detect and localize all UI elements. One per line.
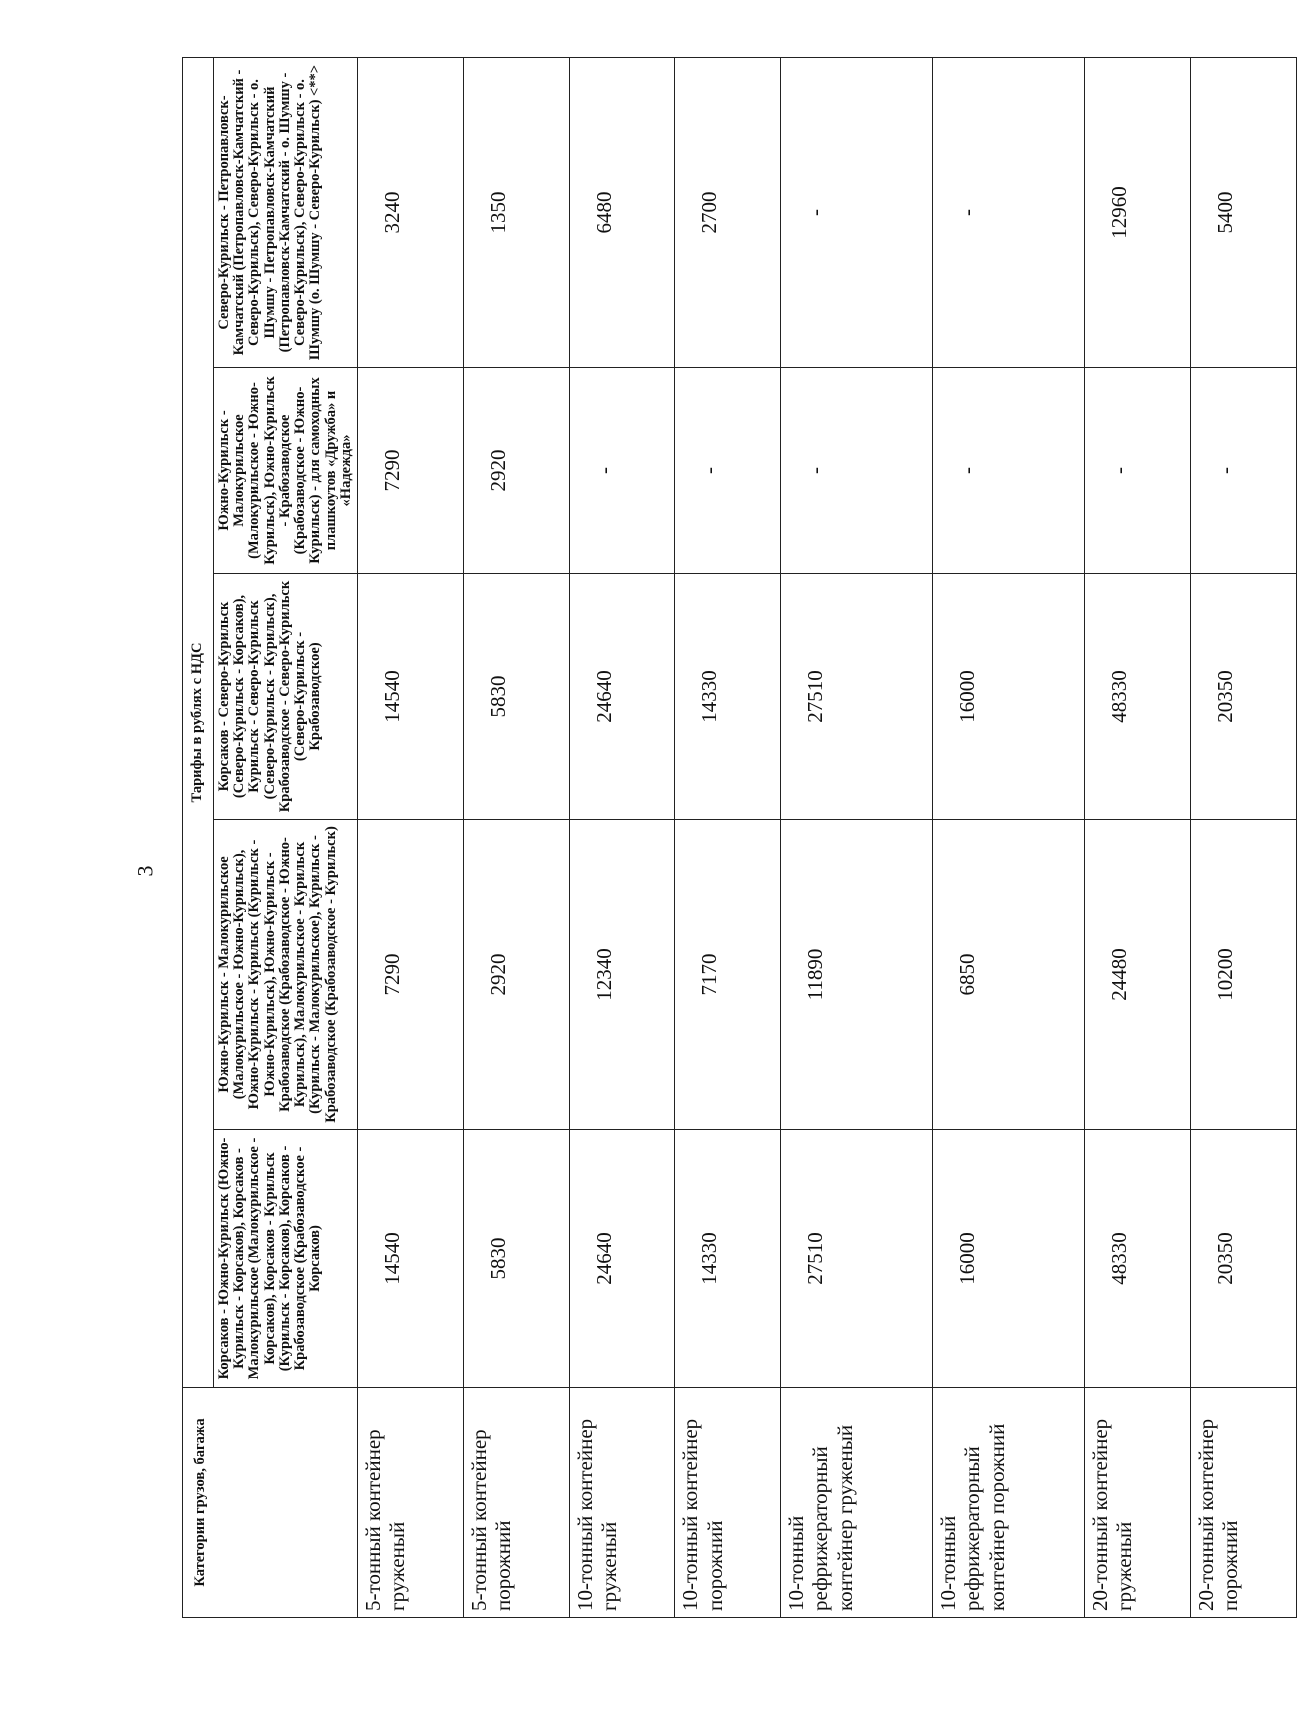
header-row-2 (214, 58, 358, 1618)
route-header: Южно-Курильск - Малокурильское (Малокурильское - Южно-Курильск), Южно-Курильск - Курильск (Курильск - Южно-Курильск), Южно-Курильск - Крабозаводское (Крабозаводское - Южно-Курильск), Малокурильское - Курильск (Курильск - Малокурильское), Курильск - Крабозаводское (Крабозаводское - Курильск) (214, 820, 358, 1130)
tariff-value-cell: 48330 (1085, 1130, 1191, 1388)
table-row (1085, 58, 1191, 1618)
tariff-value-cell: 14540 (357, 1130, 463, 1388)
table-row (781, 58, 933, 1618)
header-row-1 (183, 58, 214, 1618)
tariff-value-cell: - (1085, 368, 1191, 574)
route-header: Корсаков - Южно-Курильск (Южно-Курильск - Корсаков), Корсаков - Малокурильское (Малокурильское - Корсаков), Корсаков - Курильск (Курильск - Корсаков), Корсаков - Крабозаводское (Крабозаводское - Корсаков) (214, 1130, 358, 1388)
tariff-value-cell: 12960 (1085, 58, 1191, 368)
tariff-value-cell: - (1191, 368, 1297, 574)
tariff-value-cell: 6850 (933, 820, 1085, 1130)
tariff-value-cell: 20350 (1191, 574, 1297, 820)
category-header: Категории грузов, багажа (183, 1388, 358, 1618)
tariff-value-cell: 24640 (569, 1130, 675, 1388)
rotated-table-wrapper (182, 58, 1297, 1618)
tariff-value-cell: 11890 (781, 820, 933, 1130)
cargo-category-cell: 10-тонный рефрижераторный контейнер порожний (933, 1388, 1085, 1618)
tariff-value-cell: 7290 (357, 368, 463, 574)
cargo-category-cell: 10-тонный контейнер порожний (675, 1388, 781, 1618)
table-row (933, 58, 1085, 1618)
tariff-value-cell: 27510 (781, 574, 933, 820)
tariff-value-cell: 14330 (675, 1130, 781, 1388)
route-header: Южно-Курильск - Малокурильское (Малокурильское - Южно-Курильск), Южно-Курильск - Крабозаводское (Крабозаводское - Южно-Курильск) - для самоходных плашкоутов «Дружба» и «Надежда» (214, 368, 358, 574)
tariff-value-cell: 24480 (1085, 820, 1191, 1130)
table-row (1191, 58, 1297, 1618)
tariff-value-cell: - (781, 368, 933, 574)
tariff-value-cell: 5400 (1191, 58, 1297, 368)
tariff-value-cell: 2700 (675, 58, 781, 368)
tariff-value-cell: 16000 (933, 574, 1085, 820)
tariff-value-cell: 24640 (569, 574, 675, 820)
table-row (675, 58, 781, 1618)
tariff-value-cell: 20350 (1191, 1130, 1297, 1388)
cargo-category-cell: 20-тонный контейнер груженый (1085, 1388, 1191, 1618)
tariff-value-cell: 1350 (463, 58, 569, 368)
tariff-value-cell: 48330 (1085, 574, 1191, 820)
tariff-value-cell: 2920 (463, 820, 569, 1130)
tariff-value-cell: 10200 (1191, 820, 1297, 1130)
tariff-value-cell: 3240 (357, 58, 463, 368)
tariffs-header: Тарифы в рублях с НДС (183, 58, 214, 1388)
tariff-value-cell: 7170 (675, 820, 781, 1130)
route-header: Северо-Курильск - Петропавловск-Камчатский (Петропавловск-Камчатский - Северо-Курильск), Северо-Курильск - о. Шумшу - Петропавловск-Камчатский (Петропавловск-Камчатский - о. Шумшу - Северо-Курильск), Северо-Курильск - о. Шумшу (о. Шумшу - Северо-Курильск) <**> (214, 58, 358, 368)
tariff-value-cell: - (675, 368, 781, 574)
tariff-value-cell: 27510 (781, 1130, 933, 1388)
table-body (357, 58, 1296, 1618)
table-row (357, 58, 463, 1618)
tariff-value-cell: 2920 (463, 368, 569, 574)
route-header: Корсаков - Северо-Курильск (Северо-Курильск - Корсаков), Курильск - Северо-Курильск (Северо-Курильск - Курильск), Крабозаводское - Северо-Курильск (Северо-Курильск - Крабозаводское) (214, 574, 358, 820)
tariff-value-cell: 14330 (675, 574, 781, 820)
tariff-value-cell: - (781, 58, 933, 368)
tariff-value-cell: - (933, 368, 1085, 574)
tariff-value-cell: 12340 (569, 820, 675, 1130)
cargo-category-cell: 10-тонный контейнер груженый (569, 1388, 675, 1618)
tariff-value-cell: - (569, 368, 675, 574)
tariff-value-cell: 6480 (569, 58, 675, 368)
tariff-value-cell: 14540 (357, 574, 463, 820)
tariff-value-cell: 5830 (463, 574, 569, 820)
cargo-category-cell: 5-тонный контейнер груженый (357, 1388, 463, 1618)
table-row (463, 58, 569, 1618)
cargo-category-cell: 10-тонный рефрижераторный контейнер груженый (781, 1388, 933, 1618)
tariff-value-cell: 16000 (933, 1130, 1085, 1388)
tariff-value-cell: 5830 (463, 1130, 569, 1388)
tariff-value-cell: 7290 (357, 820, 463, 1130)
page-number: 3 (132, 865, 158, 877)
cargo-category-cell: 20-тонный контейнер порожний (1191, 1388, 1297, 1618)
tariff-table (182, 57, 1297, 1618)
tariff-value-cell: - (933, 58, 1085, 368)
table-row (569, 58, 675, 1618)
cargo-category-cell: 5-тонный контейнер порожний (463, 1388, 569, 1618)
